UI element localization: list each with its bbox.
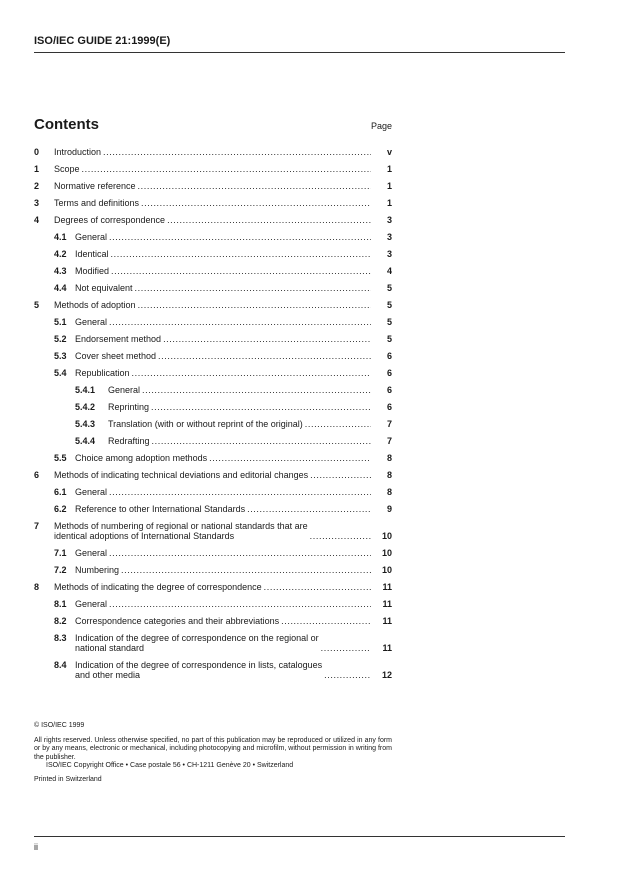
printed-in: Printed in Switzerland xyxy=(34,776,102,784)
toc-entry[interactable] xyxy=(34,314,392,331)
toc-entry-title: Normative reference xyxy=(54,181,136,192)
toc-entry-title: Terms and definitions xyxy=(54,198,140,209)
dot-leader xyxy=(281,616,371,626)
toc-entry-page: 5 xyxy=(386,317,392,328)
toc-entry-page: 11 xyxy=(382,582,392,592)
dot-leader xyxy=(324,670,371,680)
dot-leader xyxy=(132,368,371,378)
toc-entry-page: 6 xyxy=(386,401,392,412)
dot-leader xyxy=(321,643,371,653)
toc-entry-title: Scope xyxy=(54,164,80,175)
toc-entry-title: General xyxy=(75,486,108,497)
dot-leader xyxy=(247,504,371,514)
toc-entry-page: 5 xyxy=(386,283,392,294)
header-rule xyxy=(34,52,565,53)
toc-entry[interactable] xyxy=(34,518,392,545)
toc-entry[interactable] xyxy=(34,195,392,212)
toc-entry-page: 1 xyxy=(386,164,392,175)
toc-entry[interactable] xyxy=(34,399,392,416)
toc-entry-number: 8.1 xyxy=(54,598,67,609)
toc-entry-page: 11 xyxy=(382,643,392,654)
rights-statement: All rights reserved. Unless otherwise specified, no part of this publication may be reproduced or utilized in any form or by any means, electronic or mechanical, including photocopying and microfilm, without permission in writing from the publisher. xyxy=(34,737,392,761)
toc-entry[interactable] xyxy=(34,545,392,562)
toc-entry[interactable] xyxy=(34,161,392,178)
toc-entry-page: 11 xyxy=(382,598,392,609)
toc-entry-page: 7 xyxy=(386,418,392,429)
toc-entry-number: 2 xyxy=(34,181,40,192)
dot-leader xyxy=(151,402,371,412)
toc-entry-number: 8.2 xyxy=(54,615,67,626)
toc-entry-number: 5.4.2 xyxy=(75,401,96,412)
toc-entry-page: 10 xyxy=(381,548,392,559)
dot-leader xyxy=(305,419,371,429)
toc-entry-number: 8.4 xyxy=(54,660,67,671)
toc-entry-title: Methods of adoption xyxy=(54,300,136,311)
dot-leader xyxy=(209,453,371,463)
copyright-office-address: ISO/IEC Copyright Office • Case postale 56 • CH-1211 Genève 20 • Switzerland xyxy=(46,761,294,769)
toc-entry-number: 6.1 xyxy=(54,486,67,497)
dot-leader xyxy=(135,283,371,293)
toc-entry-number: 5.5 xyxy=(54,452,67,463)
toc-entry-number: 5.4 xyxy=(54,367,67,378)
page-column-label: Page xyxy=(370,121,392,131)
toc-entry-number: 4.4 xyxy=(54,283,67,294)
page-number: ii xyxy=(34,842,38,852)
footer-rule xyxy=(34,836,565,837)
toc-entry[interactable] xyxy=(34,212,392,229)
toc-entry-title: General xyxy=(75,548,108,559)
toc-entry-number: 5.3 xyxy=(54,351,67,361)
dot-leader xyxy=(310,531,371,541)
table-of-contents xyxy=(34,144,392,684)
toc-entry-title: Methods of indicating technical deviations and editorial changes xyxy=(54,469,309,480)
toc-entry-number: 6 xyxy=(34,469,40,480)
toc-entry[interactable] xyxy=(34,613,392,630)
toc-entry-title: Introduction xyxy=(54,147,102,158)
toc-entry[interactable] xyxy=(34,501,392,518)
toc-entry-page: 6 xyxy=(386,351,392,361)
toc-entry-page: 3 xyxy=(386,249,392,260)
toc-entry-page: 1 xyxy=(386,198,392,209)
toc-entry-page: 4 xyxy=(386,266,392,277)
toc-entry-page: 3 xyxy=(386,215,392,226)
toc-entry-page: 8 xyxy=(386,469,392,480)
toc-entry-number: 4.2 xyxy=(54,249,67,260)
toc-entry-page: 8 xyxy=(386,452,392,463)
toc-entry-page: 8 xyxy=(386,486,392,497)
toc-entry[interactable] xyxy=(34,382,392,399)
dot-leader xyxy=(103,147,371,157)
dot-leader xyxy=(138,181,371,191)
toc-entry-title: Correspondence categories and their abbreviations xyxy=(75,615,280,626)
toc-entry-number: 5.4.3 xyxy=(75,418,96,429)
toc-entry-page: v xyxy=(386,147,392,158)
toc-entry[interactable] xyxy=(34,365,392,382)
toc-entry-title: Indication of the degree of correspondence in lists, catalogues and other media xyxy=(75,660,323,681)
toc-entry[interactable] xyxy=(34,229,392,246)
toc-entry[interactable] xyxy=(34,630,392,657)
toc-entry[interactable] xyxy=(34,263,392,280)
toc-entry-title: Degrees of correspondence xyxy=(54,215,166,226)
dot-leader xyxy=(109,232,371,242)
toc-entry-page: 10 xyxy=(381,531,392,542)
toc-entry-page: 6 xyxy=(386,367,392,378)
dot-leader xyxy=(121,565,371,575)
toc-entry-page: 10 xyxy=(381,565,392,576)
toc-entry-number: 8 xyxy=(34,582,40,592)
toc-entry-page: 11 xyxy=(382,615,392,626)
toc-entry-number: 7 xyxy=(34,520,40,531)
toc-entry-number: 1 xyxy=(34,164,40,175)
toc-entry[interactable] xyxy=(34,467,392,484)
toc-entry[interactable] xyxy=(34,297,392,314)
toc-entry-title: Identical xyxy=(75,249,109,260)
toc-entry[interactable] xyxy=(34,657,392,684)
toc-entry-title: General xyxy=(75,232,108,243)
toc-entry[interactable] xyxy=(34,450,392,467)
dot-leader xyxy=(141,198,371,208)
toc-entry[interactable] xyxy=(34,331,392,348)
toc-entry-number: 7.2 xyxy=(54,565,67,576)
dot-leader xyxy=(152,436,371,446)
dot-leader xyxy=(109,317,371,327)
dot-leader xyxy=(109,599,371,609)
toc-entry-number: 4.3 xyxy=(54,266,67,277)
toc-entry-number: 5.4.1 xyxy=(75,384,96,395)
toc-entry-page: 12 xyxy=(381,670,392,681)
toc-entry-title: Reference to other International Standards xyxy=(75,503,246,514)
dot-leader xyxy=(167,215,371,225)
copyright-line: © ISO/IEC 1999 xyxy=(34,722,85,729)
toc-entry[interactable] xyxy=(34,144,392,161)
toc-entry-number: 5 xyxy=(34,300,40,311)
toc-entry-title: General xyxy=(108,384,141,395)
dot-leader xyxy=(111,266,371,276)
toc-entry[interactable] xyxy=(34,280,392,297)
toc-entry-title: Republication xyxy=(75,367,130,378)
dot-leader xyxy=(109,548,371,558)
contents-heading: Contents xyxy=(34,116,99,133)
toc-entry-title: Cover sheet method xyxy=(75,351,157,361)
toc-entry-title: Reprinting xyxy=(108,401,150,412)
toc-entry[interactable] xyxy=(34,246,392,263)
toc-entry-number: 5.2 xyxy=(54,334,67,345)
dot-leader xyxy=(111,249,371,259)
toc-entry[interactable] xyxy=(34,596,392,613)
toc-entry-number: 8.3 xyxy=(54,632,67,643)
toc-entry-title: Translation (with or without reprint of the original) xyxy=(108,418,303,429)
toc-entry-number: 4.1 xyxy=(54,232,67,243)
dot-leader xyxy=(264,582,371,592)
dot-leader xyxy=(109,487,371,497)
toc-entry-title: Modified xyxy=(75,266,110,277)
copyright-notice xyxy=(34,722,392,784)
toc-entry-page: 7 xyxy=(386,435,392,446)
toc-entry-title: Indication of the degree of correspondence on the regional or national standard xyxy=(75,632,319,654)
toc-entry-number: 5.1 xyxy=(54,317,67,328)
toc-entry-page: 6 xyxy=(386,384,392,395)
toc-entry-title: Methods of numbering of regional or national standards that are identical adoptions of International Standards xyxy=(54,520,308,542)
toc-entry[interactable] xyxy=(34,484,392,501)
toc-entry[interactable] xyxy=(34,178,392,195)
dot-leader xyxy=(138,300,371,310)
toc-entry-title: Endorsement method xyxy=(75,334,162,345)
toc-entry-title: Methods of indicating the degree of correspondence xyxy=(54,582,262,592)
document-header-title: ISO/IEC GUIDE 21:1999(E) xyxy=(34,35,171,47)
toc-entry[interactable] xyxy=(34,579,392,596)
toc-entry-title: Numbering xyxy=(75,565,120,576)
dot-leader xyxy=(82,164,371,174)
toc-entry-number: 5.4.4 xyxy=(75,435,96,446)
toc-entry-title: General xyxy=(75,317,108,328)
dot-leader xyxy=(142,385,371,395)
toc-entry-page: 9 xyxy=(386,503,392,514)
dot-leader xyxy=(158,351,371,361)
toc-entry-title: Redrafting xyxy=(108,435,150,446)
toc-entry-page: 3 xyxy=(386,232,392,243)
toc-entry-page: 1 xyxy=(386,181,392,192)
dot-leader xyxy=(163,334,371,344)
dot-leader xyxy=(310,470,371,480)
toc-entry-number: 7.1 xyxy=(54,548,67,559)
toc-entry-title: General xyxy=(75,598,108,609)
toc-entry-number: 4 xyxy=(34,215,40,226)
toc-entry[interactable] xyxy=(34,416,392,433)
toc-entry-title: Choice among adoption methods xyxy=(75,452,208,463)
toc-entry[interactable] xyxy=(34,348,392,365)
toc-entry[interactable] xyxy=(34,433,392,450)
toc-entry-title: Not equivalent xyxy=(75,283,133,294)
toc-entry-page: 5 xyxy=(386,334,392,345)
toc-entry-number: 0 xyxy=(34,147,40,158)
toc-entry-number: 3 xyxy=(34,198,40,209)
toc-entry[interactable] xyxy=(34,562,392,579)
toc-entry-number: 6.2 xyxy=(54,503,67,514)
toc-entry-page: 5 xyxy=(386,300,392,311)
